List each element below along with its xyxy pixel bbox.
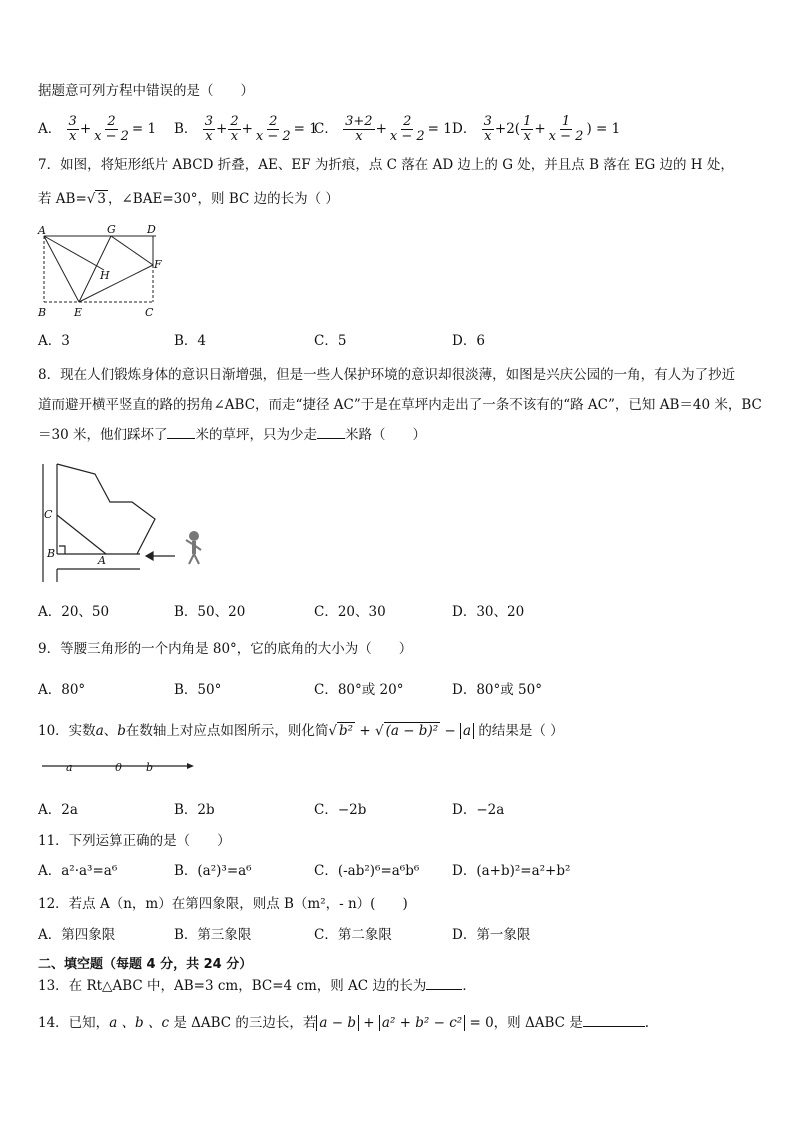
q8-option-a: A．20、50 bbox=[38, 604, 110, 620]
q7-option-b: B．4 bbox=[174, 333, 207, 349]
q6-option-a: A． $\frac{3}{x}$ + $\frac{2}{x - 2}$ = 1 bbox=[38, 114, 157, 144]
q8-option-d: D．30、20 bbox=[452, 604, 525, 620]
q6-option-c: C． $\frac{3+2}{x}$ + $\frac{2}{x - 2}$ = 1 bbox=[314, 114, 452, 144]
q7-option-d: D．6 bbox=[452, 333, 485, 349]
q10-label-b: b bbox=[146, 761, 154, 774]
q12-option-b: B．第三象限 bbox=[174, 927, 252, 943]
q8-label-a: A bbox=[98, 554, 106, 567]
q7-option-a: A．3 bbox=[38, 333, 70, 349]
q7-label-e: E bbox=[74, 306, 83, 319]
q11-option-a: A．a²·a³=a⁶ bbox=[38, 863, 118, 879]
q7-options bbox=[38, 331, 738, 351]
q11-option-b: B．(a²)³=a⁶ bbox=[174, 863, 252, 879]
q10-options bbox=[38, 800, 738, 820]
q7-label-h: H bbox=[100, 269, 110, 282]
q12-option-a: A．第四象限 bbox=[38, 927, 116, 943]
walker-figure-icon bbox=[186, 531, 201, 564]
q6-option-b: B． $\frac{3}{x}$ + $\frac{2}{x}$ + $\frac{2}{x - 2}$ = 1 bbox=[174, 114, 318, 144]
q10-option-a: A．2a bbox=[38, 802, 78, 818]
q12-stem: 12．若点 A（n，m）在第四象限，则点 B（m²，- n）( ) bbox=[38, 896, 408, 912]
q10-option-d: D．−2a bbox=[452, 802, 505, 818]
q8-options bbox=[38, 602, 738, 622]
q6-stem: 据题意可列方程中错误的是（ ） bbox=[38, 83, 254, 99]
q7-label-g: G bbox=[107, 223, 116, 236]
q8-line1: 8．现在人们锻炼身体的意识日渐增强，但是一些人保护环境的意识却很淡薄，如图是兴庆公园的一角，有人为了抄近 bbox=[38, 367, 736, 383]
q7-option-c: C．5 bbox=[314, 333, 347, 349]
q9-stem: 9．等腰三角形的一个内角是 80°，它的底角的大小为（ ） bbox=[38, 641, 413, 657]
q12-options bbox=[38, 925, 738, 945]
q11-options bbox=[38, 861, 738, 881]
q7-line1: 7．如图，将矩形纸片 ABCD 折叠，AE、EF 为折痕，点 C 落在 AD 边上的 G 处，并且点 B 落在 EG 边的 H 处， bbox=[38, 157, 734, 173]
q7-label-a: A bbox=[38, 224, 46, 237]
q11-stem: 11．下列运算正确的是（ ） bbox=[38, 833, 231, 849]
q12-option-c: C．第二象限 bbox=[314, 927, 392, 943]
q9-option-d: D．80°或 50° bbox=[452, 682, 542, 698]
q8-park-figure bbox=[38, 460, 218, 588]
q7-label-f: F bbox=[154, 258, 162, 271]
q13-stem: 13．在 Rt△ABC 中，AB=3 cm，BC=4 cm，则 AC 边的长为 ． bbox=[38, 978, 476, 994]
q10-label-a: a bbox=[66, 761, 73, 774]
axis-arrow-icon bbox=[187, 763, 194, 769]
q9-option-c: C．80°或 20° bbox=[314, 682, 404, 698]
q7-label-c: C bbox=[145, 306, 154, 319]
q12-option-d: D．第一象限 bbox=[452, 927, 531, 943]
q6-option-d: D． $\frac{3}{x}$ +2( $\frac{1}{x}$ + $\frac{1}{x - 2}$ ) = 1 bbox=[452, 114, 621, 144]
q7-rectangle-figure bbox=[36, 222, 166, 320]
q6-options bbox=[38, 114, 738, 144]
q7-label-b: B bbox=[38, 306, 47, 319]
q10-number-line bbox=[38, 756, 200, 780]
q9-option-b: B．50° bbox=[174, 682, 222, 698]
q11-option-c: C．(-ab²)⁶=a⁶b⁶ bbox=[314, 863, 420, 879]
q9-options bbox=[38, 680, 738, 700]
q8-line3: ＝30 米，他们踩坏了 米的草坪，只为少走 米路（ ） bbox=[38, 427, 426, 443]
q11-option-d: D．(a+b)²=a²+b² bbox=[452, 863, 571, 879]
q9-option-a: A．80° bbox=[38, 682, 86, 698]
section-heading-fill-in: 二、填空题（每题 4 分，共 24 分） bbox=[38, 957, 253, 972]
q14-stem: 14．已知，a 、b 、c 是 ΔABC 的三边长，若 a − b + a² + b² − c² = 0，则 ΔABC 是 . bbox=[38, 1015, 650, 1031]
q8-line2: 道而避开横平竖直的路的拐角∠ABC，而走“捷径 AC”于是在草坪内走出了一条不该有的“路 AC”，已知 AB＝40 米，BC bbox=[38, 397, 762, 413]
q8-label-b: B bbox=[47, 547, 56, 560]
q8-option-c: C．20、30 bbox=[314, 604, 386, 620]
q10-label-zero: 0 bbox=[115, 761, 122, 774]
q8-option-b: B．50、20 bbox=[174, 604, 246, 620]
q8-label-c: C bbox=[44, 508, 53, 521]
q7-label-d: D bbox=[147, 223, 156, 236]
q10-stem: 10．实数a、b在数轴上对应点如图所示，则化简√ b² + √ (a − b)² − a 的结果是（ ） bbox=[38, 723, 564, 739]
q10-option-b: B．2b bbox=[174, 802, 215, 818]
q7-line2: 若 AB=√ 3 ，∠BAE=30°，则 BC 边的长为（ ） bbox=[38, 191, 339, 207]
q10-option-c: C．−2b bbox=[314, 802, 367, 818]
